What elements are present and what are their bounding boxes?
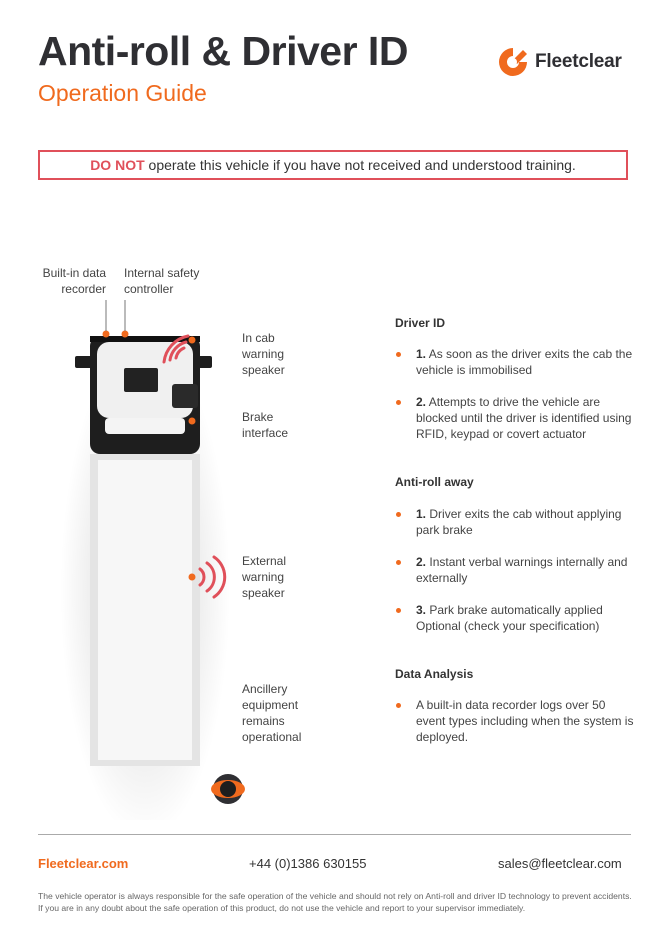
controller-marker	[122, 331, 129, 338]
disclaimer-text: The vehicle operator is always responsible for the safe operation of the vehicle and should not rely on Anti-roll and driver ID technology to prevent accidents. If you are in any doubt about the safe operation of this product, do not use the vehicle and report to your supervisor immediately.	[38, 891, 632, 913]
phone-number[interactable]: +44 (0)1386 630155	[249, 856, 367, 871]
label-data-recorder: Built-in data recorder	[42, 266, 106, 296]
left-mirror	[75, 356, 93, 368]
section-title-data-analysis: Data Analysis	[395, 667, 474, 681]
page-title: Anti-roll & Driver ID	[38, 28, 408, 74]
right-mirror	[194, 356, 212, 368]
cab-speaker-marker	[189, 337, 196, 344]
warning-text: operate this vehicle if you have not received and understood training.	[144, 157, 576, 173]
driver-icon	[211, 774, 245, 804]
label-ancillary-equipment: Ancillery equipment remains operational	[242, 682, 302, 744]
label-safety-controller: Internal safety controller	[124, 266, 200, 296]
website-link[interactable]: Fleetclear.com	[38, 856, 129, 871]
warning-emphasis: DO NOT	[90, 157, 145, 173]
ext-speaker-marker	[189, 574, 196, 581]
footer-divider	[38, 834, 631, 835]
driver-id-item: 1. As soon as the driver exits the cab the vehicle is immobilised	[395, 346, 635, 378]
fleetclear-logo-icon	[497, 46, 529, 78]
label-cab-speaker: In cab warning speaker	[242, 331, 285, 377]
driver-id-item: 2. Attempts to drive the vehicle are blocked until the driver is identified using RFID, keypad or covert actuator	[395, 394, 635, 442]
logo-text: Fleetclear	[535, 51, 622, 72]
anti-roll-item: 3. Park brake automatically applied Optional (check your specification)	[395, 602, 635, 634]
label-external-speaker: External warning speaker	[242, 554, 287, 600]
recorder-marker	[103, 331, 110, 338]
page-subtitle: Operation Guide	[38, 80, 207, 106]
section-title-anti-roll: Anti-roll away	[395, 475, 474, 489]
anti-roll-item: 1. Driver exits the cab without applying park brake	[395, 506, 635, 538]
brake-marker	[189, 418, 196, 425]
label-brake-interface: Brake interface	[242, 410, 289, 440]
data-analysis-item: A built-in data recorder logs over 50 event types including when the system is deployed.	[395, 697, 635, 745]
logo	[497, 46, 622, 78]
anti-roll-item: 2. Instant verbal warnings internally and externally	[395, 554, 635, 586]
vehicle-diagram	[60, 300, 260, 820]
section-title-driver-id: Driver ID	[395, 316, 446, 330]
training-warning-box	[38, 150, 628, 180]
cab	[75, 336, 212, 454]
trailer-body	[98, 460, 192, 760]
email-link[interactable]: sales@fleetclear.com	[498, 856, 622, 871]
